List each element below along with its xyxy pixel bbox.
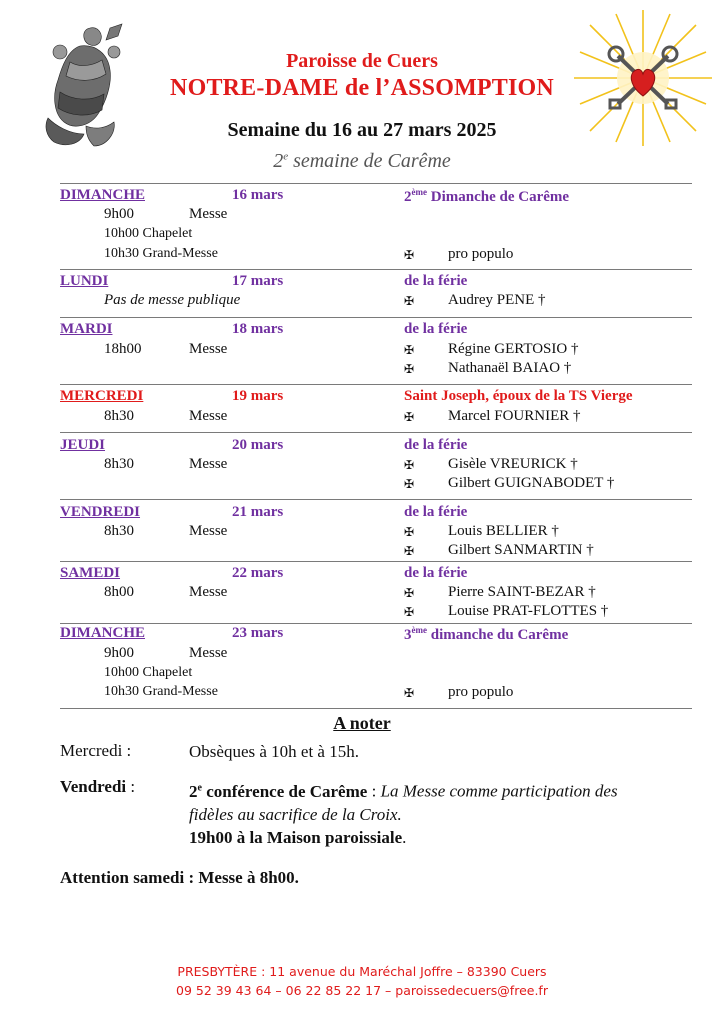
- intention: Nathanaël BAIAO †: [448, 360, 572, 376]
- mass-label: Messe: [189, 341, 228, 357]
- divider: [60, 623, 692, 624]
- liturgical-day: de la férie: [404, 321, 468, 337]
- cross-icon: ✠: [404, 525, 415, 539]
- intention: Audrey PENE †: [448, 292, 546, 308]
- intention: pro populo: [448, 684, 514, 700]
- day-date: 16 mars: [232, 187, 284, 203]
- day-date: 23 mars: [232, 625, 284, 641]
- mass-time: 8h30: [104, 456, 134, 472]
- intention: Gilbert GUIGNABODET †: [448, 475, 615, 491]
- cross-icon: ✠: [404, 410, 415, 424]
- mass-time: 18h00: [104, 341, 142, 357]
- notes-heading: A noter: [333, 713, 391, 733]
- liturgical-day: de la férie: [404, 437, 468, 453]
- liturgical-day: Saint Joseph, époux de la TS Vierge: [404, 388, 633, 404]
- church-name: NOTRE-DAME de l’ASSOMPTION: [170, 75, 554, 101]
- divider: [60, 432, 692, 433]
- mass-label: Messe: [189, 645, 228, 661]
- intention: Gilbert SANMARTIN †: [448, 542, 594, 558]
- mass-label: Messe: [189, 584, 228, 600]
- day-name: MERCREDI: [60, 388, 144, 404]
- day-name: VENDREDI: [60, 504, 141, 520]
- no-mass-note: Pas de messe publique: [104, 292, 241, 308]
- cross-icon: ✠: [404, 477, 415, 491]
- wednesday-label: Mercredi :: [60, 741, 132, 760]
- intention: Régine GERTOSIO †: [448, 341, 579, 357]
- day-name: DIMANCHE: [60, 625, 145, 641]
- rosary-line: 10h00 Chapelet: [104, 226, 193, 241]
- mass-time: 8h30: [104, 523, 134, 539]
- day-date: 20 mars: [232, 437, 284, 453]
- day-name: MARDI: [60, 321, 113, 337]
- cross-icon: ✠: [404, 362, 415, 376]
- intention: Louise PRAT-FLOTTES †: [448, 603, 609, 619]
- presbytery-address: PRESBYTÈRE : 11 avenue du Maréchal Joffre – 83390 Cuers: [177, 964, 547, 979]
- intention: pro populo: [448, 246, 514, 262]
- attention-note: Attention samedi : Messe à 8h00.: [60, 868, 299, 887]
- mass-time: 9h00: [104, 206, 134, 222]
- cross-icon: ✠: [404, 294, 415, 308]
- intention: Pierre SAINT-BEZAR †: [448, 584, 596, 600]
- mass-time: 9h00: [104, 645, 134, 661]
- parish-name: Paroisse de Cuers: [286, 50, 438, 72]
- friday-note: 2e conférence de Carême : La Messe comme participation des fidèles au sacrifice de la Croix. 19h00 à la Maison paroissiale.: [189, 781, 618, 847]
- cross-icon: ✠: [404, 248, 415, 262]
- liturgical-day: de la férie: [404, 504, 468, 520]
- liturgical-day: de la férie: [404, 565, 468, 581]
- liturgical-day: 3ème dimanche du Carême: [404, 625, 569, 643]
- cross-icon: ✠: [404, 605, 415, 619]
- wednesday-note: Obsèques à 10h et à 15h.: [189, 742, 359, 761]
- mass-label: Messe: [189, 408, 228, 424]
- mass-time: 8h30: [104, 408, 134, 424]
- cross-icon: ✠: [404, 343, 415, 357]
- divider: [60, 708, 692, 709]
- intention: Marcel FOURNIER †: [448, 408, 581, 424]
- divider: [60, 499, 692, 500]
- week-subtitle: 2e semaine de Carême: [273, 150, 451, 172]
- divider: [60, 269, 692, 270]
- day-date: 17 mars: [232, 273, 284, 289]
- day-name: DIMANCHE: [60, 187, 145, 203]
- day-name: JEUDI: [60, 437, 106, 453]
- divider: [60, 384, 692, 385]
- intention: Louis BELLIER †: [448, 523, 559, 539]
- week-title: Semaine du 16 au 27 mars 2025: [227, 119, 497, 141]
- rosary-line: 10h00 Chapelet: [104, 665, 193, 680]
- grand-mass-line: 10h30 Grand-Messe: [104, 684, 218, 699]
- cross-icon: ✠: [404, 544, 415, 558]
- friday-label: Vendredi :: [60, 777, 136, 796]
- liturgical-day: de la férie: [404, 273, 468, 289]
- divider: [60, 317, 692, 318]
- mass-label: Messe: [189, 456, 228, 472]
- day-date: 22 mars: [232, 565, 284, 581]
- day-date: 19 mars: [232, 388, 284, 404]
- day-name: LUNDI: [60, 273, 109, 289]
- cross-icon: ✠: [404, 586, 415, 600]
- day-date: 21 mars: [232, 504, 284, 520]
- divider: [60, 183, 692, 184]
- divider: [60, 561, 692, 562]
- intention: Gisèle VREURICK †: [448, 456, 578, 472]
- day-date: 18 mars: [232, 321, 284, 337]
- cross-icon: ✠: [404, 686, 415, 700]
- mass-label: Messe: [189, 206, 228, 222]
- liturgical-day: 2ème Dimanche de Carême: [404, 187, 570, 205]
- grand-mass-line: 10h30 Grand-Messe: [104, 246, 218, 261]
- day-name: SAMEDI: [60, 565, 121, 581]
- cross-icon: ✠: [404, 458, 415, 472]
- mass-time: 8h00: [104, 584, 134, 600]
- contact-line: 09 52 39 43 64 – 06 22 85 22 17 – paroissedecuers@free.fr: [176, 983, 548, 998]
- mass-label: Messe: [189, 523, 228, 539]
